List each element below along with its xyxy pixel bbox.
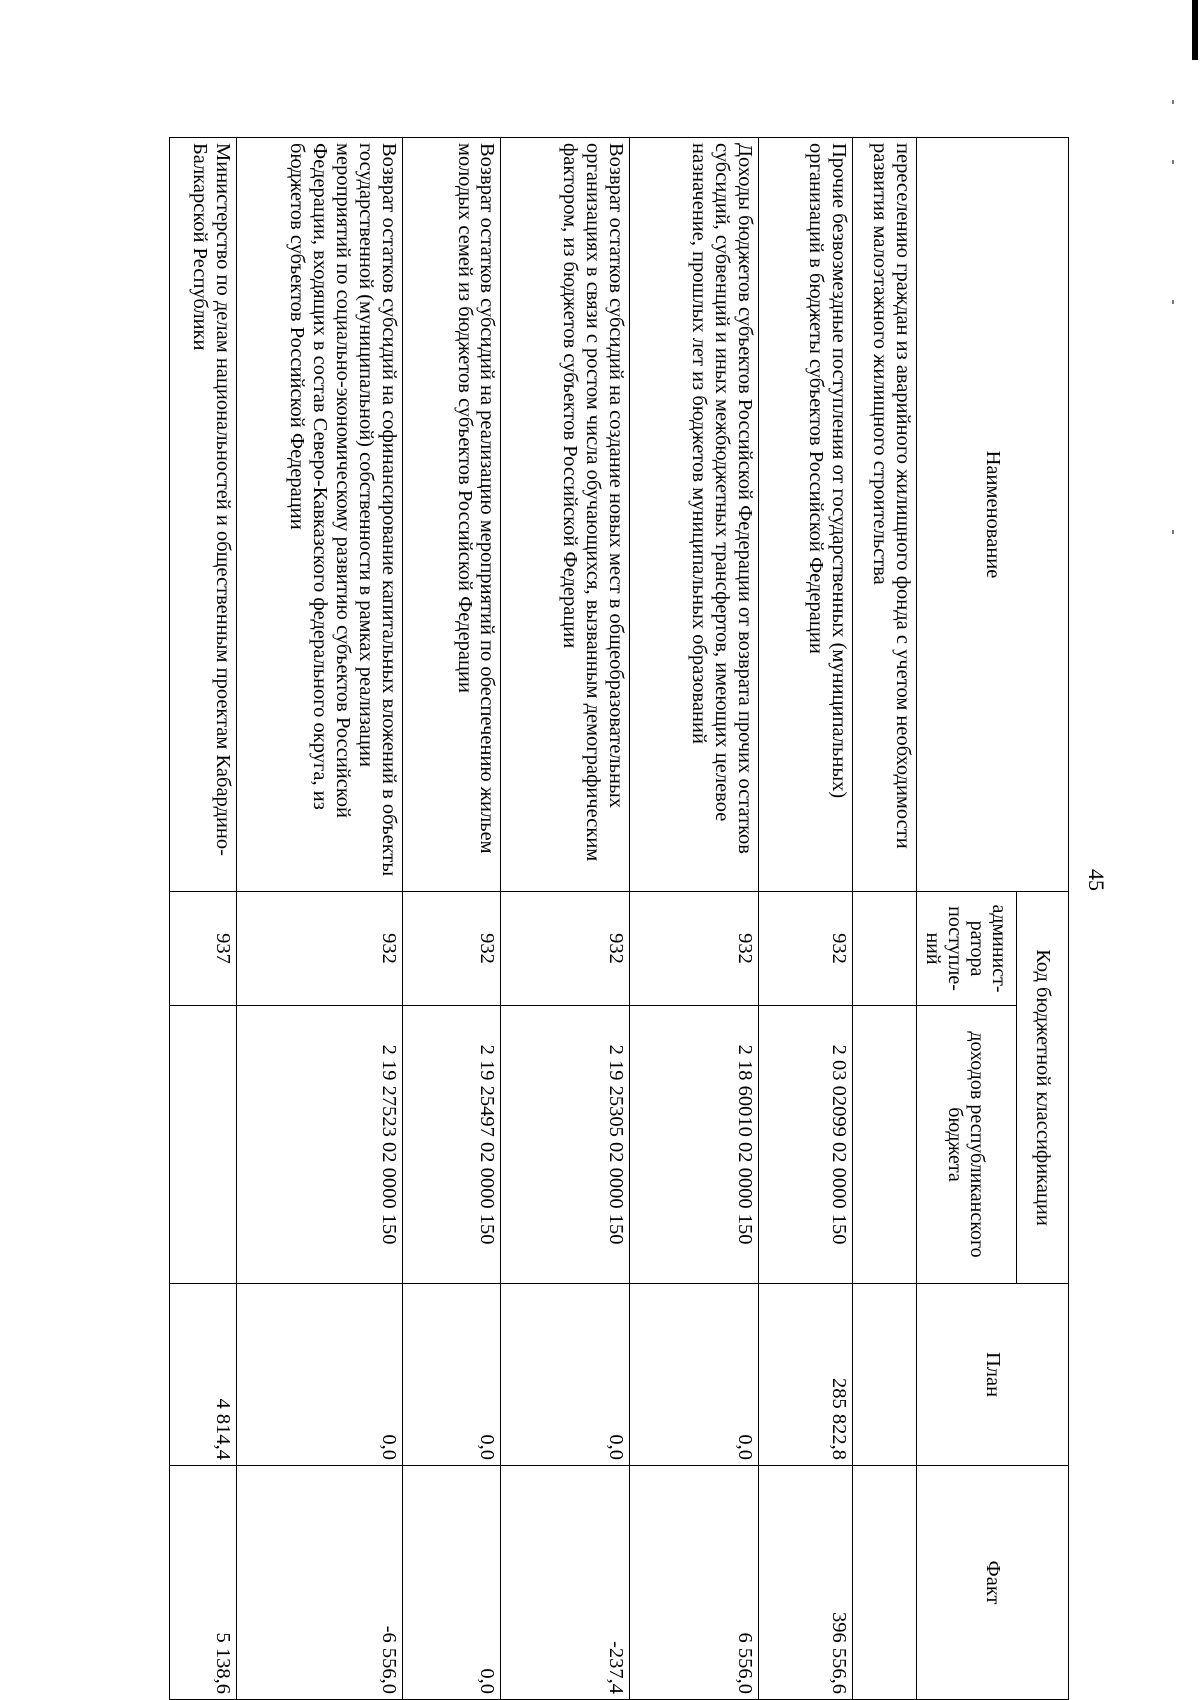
row-income-code: 2 03 02099 02 0000 150	[758, 1006, 852, 1284]
row-admin-code	[852, 892, 916, 1006]
row-income-code: 2 19 27523 02 0000 150	[236, 1006, 402, 1284]
row-fact: 0,0	[402, 1466, 501, 1700]
table-row	[402, 138, 501, 1700]
row-admin-code: 937	[170, 892, 237, 1006]
row-income-code	[852, 1006, 916, 1284]
row-income-code	[170, 1006, 237, 1284]
header-name: Наименование	[917, 138, 1069, 892]
header-income-code: доходов республиканского бюджета	[917, 1006, 1017, 1284]
row-name: переселению граждан из аварийного жилищного фонда с учетом необходимости развития малоэтажного жилищного строительства	[852, 138, 916, 892]
row-plan: 0,0	[501, 1284, 630, 1466]
header-code-group: Код бюджетной классификации	[1017, 892, 1069, 1284]
scan-dot	[1172, 100, 1174, 104]
row-admin-code: 932	[501, 892, 630, 1006]
row-income-code: 2 19 25497 02 0000 150	[402, 1006, 501, 1284]
row-admin-code: 932	[630, 892, 759, 1006]
row-income-code: 2 18 60010 02 0000 150	[630, 1006, 759, 1284]
table-row	[852, 138, 916, 1700]
row-plan: 285 822,8	[758, 1284, 852, 1466]
header-fact: Факт	[917, 1466, 1069, 1700]
row-fact: 396 556,6	[758, 1466, 852, 1700]
row-fact: -237,4	[501, 1466, 630, 1700]
row-fact: -6 556,0	[236, 1466, 402, 1700]
table-row	[170, 138, 237, 1700]
row-name: Возврат остатков субсидий на софинансирование капитальных вложений в объекты государственной (муниципальной) собственности в рамках реализации мероприятий по социально-экономическому развитию субъектов Российской Федерации, входящих в состав Северо-Кавказского федерального округа, из бюджетов субъектов Российской Федерации	[236, 138, 402, 892]
scan-dot	[1172, 160, 1174, 164]
row-plan: 4 814,4	[170, 1284, 237, 1466]
row-name: Прочие безвозмездные поступления от государственных (муниципальных) организаций в бюджеты субъектов Российской Федерации	[758, 138, 852, 892]
page-number: 45	[1084, 869, 1109, 891]
row-name: Доходы бюджетов субъектов Российской Федерации от возврата прочих остатков субсидий, субвенций и иных межбюджетных трансфертов, имеющих целевое назначение, прошлых лет из бюджетов муниципальных образований	[630, 138, 759, 892]
table-row	[758, 138, 852, 1700]
scan-dot	[1172, 530, 1174, 534]
row-income-code: 2 19 25305 02 0000 150	[501, 1006, 630, 1284]
row-name: Возврат остатков субсидий на реализацию мероприятий по обеспечению жильем молодых семей из бюджетов субъектов Российской Федерации	[402, 138, 501, 892]
rotated-page-content	[169, 137, 1069, 1699]
table-row	[630, 138, 759, 1700]
row-plan: 0,0	[630, 1284, 759, 1466]
row-name: Министерство по делам национальностей и общественным проектам Кабардино-Балкарской Республики	[170, 138, 237, 892]
row-fact: 5 138,6	[170, 1466, 237, 1700]
row-fact: 6 556,0	[630, 1466, 759, 1700]
header-admin-code: админист- ратора поступле- ний	[917, 892, 1017, 1006]
row-name: Возврат остатков субсидий на создание новых мест в общеобразовательных организациях в связи с ростом числа обучающихся, вызванным демографическим фактором, из бюджетов субъектов Российской Федерации	[501, 138, 630, 892]
row-fact	[852, 1466, 916, 1700]
scan-edge-mark	[1192, 0, 1198, 60]
row-plan	[852, 1284, 916, 1466]
scan-dot	[1172, 300, 1174, 304]
row-plan: 0,0	[236, 1284, 402, 1466]
row-plan: 0,0	[402, 1284, 501, 1466]
row-admin-code: 932	[402, 892, 501, 1006]
header-plan: План	[917, 1284, 1069, 1466]
budget-income-table	[169, 137, 1069, 1700]
table-row	[501, 138, 630, 1700]
row-admin-code: 932	[236, 892, 402, 1006]
row-admin-code: 932	[758, 892, 852, 1006]
table-row	[236, 138, 402, 1700]
